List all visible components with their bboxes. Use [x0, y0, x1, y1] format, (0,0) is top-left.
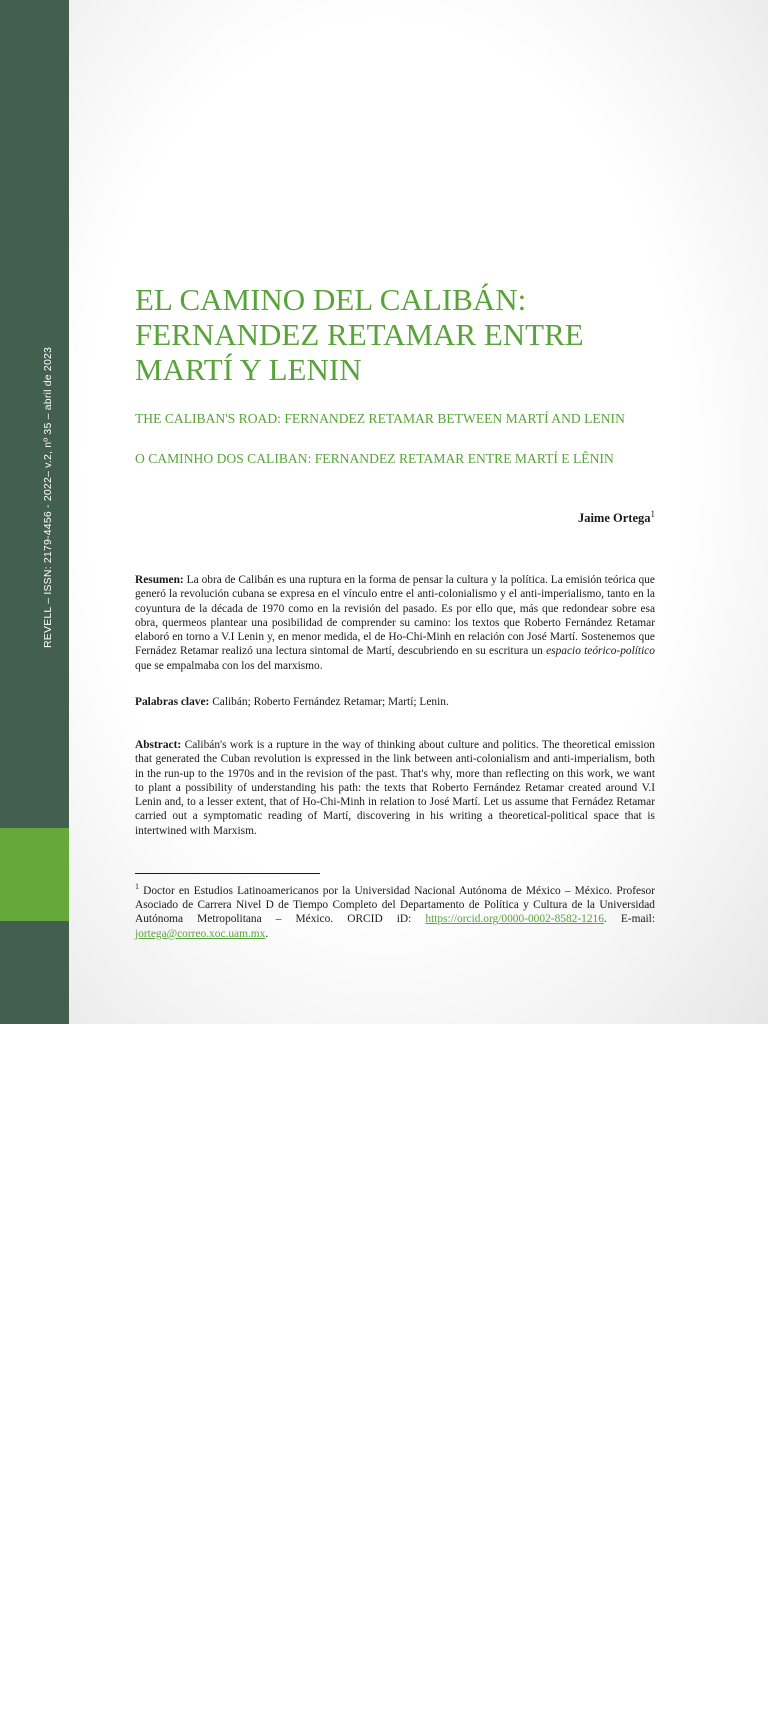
abstract-spanish-italic: espacio teórico-político [546, 645, 655, 658]
abstract-english [135, 738, 655, 838]
page-number-frame [18, 1681, 66, 1719]
journal-reference: REVELL – ISSN: 2179-4456 - 2022– v.2, nº 35 – abril de 2023 [42, 346, 54, 648]
email-label: . E-mail: [603, 913, 655, 926]
abstract-spanish-text-end: que se empalmaba con los del marxismo. [135, 659, 323, 672]
keywords-label: Palabras clave: [135, 696, 210, 708]
page-number: 44 [35, 1693, 49, 1707]
article-title: EL CAMINO DEL CALIBÁN: FERNANDEZ RETAMAR ENTRE MARTÍ Y LENIN [135, 282, 584, 387]
abstract-spanish-text: La obra de Calibán es una ruptura en la forma de pensar la cultura y la política. La emisión teórica que generó la revolución cubana se expresa en el vínculo entre el anti-colonialismo y el anti-imperialismo, tanto en la coyuntura de la década de 1970 como en la revisión del pasado. Es por ello que, más que redondear sobre esa obra, quermeos plantear una posibilidad de comprender su camino: los textos que Roberto Fernández Retamar elaboró en torno a V.I Lenin y, en menor medida, el de Ho-Chi-Minh en relación con José Martí. Sostenemos que Fernádez Retamar realizó una lectura sintomal de Martí, descubriendo en su escritura un [135, 574, 655, 658]
author [578, 509, 655, 526]
abstract-spanish-label: Resumen: [135, 574, 184, 586]
keywords [135, 695, 655, 709]
footnote [135, 880, 655, 941]
abstract-spanish [135, 573, 655, 673]
orcid-link[interactable]: https://orcid.org/0000-0002-8582-1216 [425, 913, 604, 926]
footnote-divider [135, 873, 320, 874]
page-number-tab [0, 828, 69, 1707]
abstract-english-text: Calibán's work is a rupture in the way of thinking about culture and politics. The theoretical emission that generated the Cuban revolution is expressed in the link between anti-colonialism and anti-imperialism, both in the run-up to the 1970s and in the revision of the past. That's why, more than reflecting on this work, we want to plant a possibility of understanding his path: the texts that Roberto Fernández Retamar created around V.I Lenin and, to a lesser extent, that of Ho-Chi-Minh in relation to José Martí. Let us assume that Fernádez Retamar carried out a symptomatic reading of Martí, discovering in his writing a theoretical-political space that is intertwined with Marxism. [135, 739, 655, 837]
author-name: Jaime Ortega [577, 511, 651, 526]
article-subtitle-portuguese: O CAMINHO DOS CALIBAN: FERNANDEZ RETAMAR ENTRE MARTÍ E LÊNIN [135, 451, 614, 466]
keywords-text: Calibán; Roberto Fernández Retamar; Martí; Lenin. [209, 696, 449, 708]
footnote-text: Doctor en Estudios Latinoamericanos por la Universidad Nacional Autónoma de México – México. Profesor Asociado de Carrera Nivel D de Tiempo Completo del Departamento de Política y Cultura de la Universidad Autónoma Metropolitana – México. ORCID iD: [135, 884, 655, 926]
abstract-english-label: Abstract: [135, 739, 182, 751]
article-subtitle-english: THE CALIBAN'S ROAD: FERNANDEZ RETAMAR BETWEEN MARTÍ AND LENIN [135, 411, 625, 426]
footnote-end: . [265, 927, 269, 940]
email-link[interactable]: jortega@correo.xoc.uam.mx [135, 927, 266, 940]
author-footnote-mark: 1 [650, 509, 655, 519]
footnote-mark: 1 [135, 882, 139, 891]
